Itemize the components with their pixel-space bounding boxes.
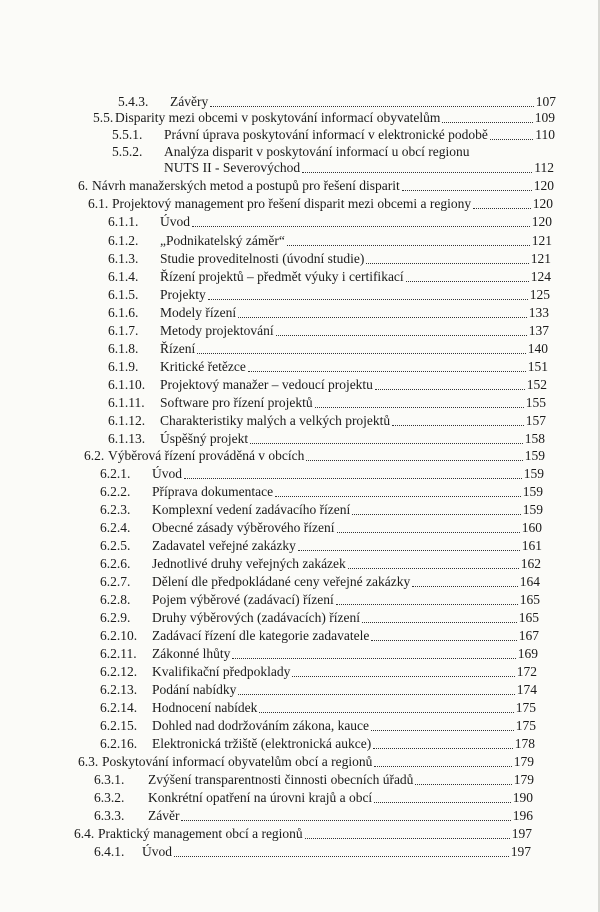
toc-entry-title: Projektový manažer – vedoucí projektu [160,377,373,392]
toc-entry[interactable] [94,806,533,824]
toc-entry-title: Zákonné lhůty [152,646,231,661]
toc-entry-page-number: 120 [531,214,552,229]
toc-entry-title: Zvýšení transparentnosti činnosti obecních úřadů [148,772,414,787]
toc-entry-page-number: 121 [530,251,551,266]
toc-entry-number: 6.1.9. [108,359,139,374]
toc-entry[interactable] [112,125,555,143]
toc-entry-page-number: 110 [535,127,555,142]
toc-entry-title: Dohled nad dodržováním zákona, kauce [152,718,370,733]
toc-entry[interactable] [108,357,548,375]
toc-entry[interactable] [108,339,548,357]
toc-entry[interactable] [108,411,546,429]
dot-leader [302,171,532,173]
toc-entry-title: Modely řízení [160,305,237,320]
dot-leader [306,459,522,461]
toc-entry-page-number: 190 [512,790,533,805]
toc-entry-title: Závěr [148,808,180,823]
toc-entry[interactable] [108,393,546,411]
dot-leader [490,138,533,140]
dot-leader [392,424,524,426]
toc-entry-number: 6.2.7. [100,574,131,589]
toc-entry[interactable] [74,824,532,842]
toc-entry-title-continuation: NUTS II - Severovýchod [164,160,301,175]
toc-entry-number: 6.1.13. [108,431,146,446]
dot-leader [208,298,528,300]
toc-entry[interactable] [93,108,555,126]
toc-entry-title: Praktický management obcí a regionů [98,826,303,841]
dot-leader [298,549,520,551]
toc-entry[interactable] [100,608,539,626]
toc-entry[interactable] [108,321,549,339]
toc-entry-title: Disparity mezi obcemi v poskytování informací obyvatelům [115,110,441,125]
dot-leader [337,531,520,533]
dot-leader [373,747,512,749]
toc-entry-page-number: 121 [531,233,552,248]
toc-entry-title: Pojem výběrové (zadávací) řízení [152,592,334,607]
toc-entry-number: 6.2.12. [100,664,138,679]
toc-entry-page-number: 167 [518,628,539,643]
dot-leader [250,442,523,444]
toc-entry-continuation[interactable] [164,158,554,176]
toc-entry-page-number: 120 [532,196,553,211]
toc-entry-title: Projektový management pro řešení disparit mezi obcemi a regiony [112,196,472,211]
dot-leader [238,316,527,318]
dot-leader [415,783,511,785]
toc-entry-page-number: 172 [516,664,537,679]
dot-leader [181,819,510,821]
toc-entry-title: Úvod [160,214,190,229]
toc-entry-number: 6.1.6. [108,305,139,320]
toc-entry-page-number: 152 [526,377,547,392]
toc-entry-number: 6.1.10. [108,377,146,392]
toc-entry-number: 6.2.6. [100,556,131,571]
toc-entry-page-number: 159 [522,484,543,499]
dot-leader [238,693,514,695]
toc-entry[interactable] [100,698,536,716]
dot-leader [259,711,513,713]
toc-entry-page-number: 174 [516,682,537,697]
toc-entry-page-number: 164 [519,574,540,589]
dot-leader [315,406,524,408]
toc-entry-title: Obecné zásady výběrového řízení [152,520,335,535]
dot-leader [375,388,525,390]
toc-entry[interactable] [108,267,551,285]
toc-entry-page-number: 197 [511,826,532,841]
toc-entry-number: 6.2.5. [100,538,131,553]
dot-leader [232,657,515,659]
toc-entry-title: Závěry [170,94,209,109]
toc-entry-page-number: 160 [521,520,542,535]
toc-entry-page-number: 197 [510,844,531,859]
toc-entry-number: 6.4. [74,826,95,841]
toc-entry-title: Zadavatel veřejné zakázky [152,538,296,553]
toc-entry-page-number: 109 [534,110,555,125]
toc-entry-title: „Podnikatelský záměr“ [160,233,285,248]
toc-entry[interactable] [78,752,534,770]
dot-leader [276,334,527,336]
toc-entry-title: Zadávací řízení dle kategorie zadavatele [152,628,370,643]
toc-entry[interactable] [78,176,554,194]
toc-entry-title: Kvalifikační předpoklady [152,664,291,679]
toc-entry-title: Projekty [160,287,206,302]
toc-entry[interactable] [94,788,533,806]
toc-entry-title: Příprava dokumentace [152,484,274,499]
toc-entry-number: 6.2.9. [100,610,131,625]
toc-entry[interactable] [100,644,538,662]
toc-entry[interactable] [100,500,543,518]
toc-entry-number: 6.2. [84,448,105,463]
toc-entry-number: 6.1.11. [108,395,145,410]
toc-entry[interactable] [108,429,545,447]
toc-entry-page-number: 196 [512,808,533,823]
toc-entry[interactable] [100,680,537,698]
toc-entry[interactable] [94,770,534,788]
toc-entry-number: 6.3.1. [94,772,125,787]
toc-entry-title: Studie proveditelnosti (úvodní studie) [160,251,365,266]
toc-entry-number: 6.3. [78,754,99,769]
toc-entry-page-number: 178 [514,736,535,751]
toc-entry-title: Jednotlivé druhy veřejných zakázek [152,556,346,571]
toc-entry-number: 6.1.3. [108,251,139,266]
dot-leader [442,121,532,123]
toc-entry[interactable] [108,375,547,393]
toc-entry-title: Právní úprava poskytování informací v elektronické podobě [164,127,488,142]
dot-leader [287,244,530,246]
dot-leader [374,801,511,803]
toc-entry-number: 6.1.8. [108,341,139,356]
toc-entry-number: 6.2.4. [100,520,131,535]
toc-entry-page-number: 158 [524,431,545,446]
toc-entry-number: 6. [78,178,89,193]
toc-entry-number: 5.5.1. [112,127,143,142]
toc-entry[interactable] [100,626,539,644]
toc-entry[interactable] [88,194,553,212]
toc-entry-number: 6.2.3. [100,502,131,517]
toc-entry-number: 5.4.3. [118,94,149,109]
toc-entry-number: 6.1.12. [108,413,146,428]
toc-entry-title: Řízení projektů – předmět výuky i certifikací [160,269,404,284]
dot-leader [352,513,520,515]
toc-entry-number: 6.2.13. [100,682,138,697]
dot-leader [275,495,521,497]
toc-entry-page-number: 175 [515,700,536,715]
dot-leader [366,262,528,264]
toc-entry-page-number: 179 [513,772,534,787]
toc-entry-page-number: 140 [527,341,548,356]
toc-entry-page-number: 165 [519,592,540,607]
dot-leader [412,585,518,587]
dot-leader [402,189,532,191]
toc-entry-page-number: 155 [525,395,546,410]
toc-entry-page-number: 169 [517,646,538,661]
toc-entry-number: 6.2.2. [100,484,131,499]
toc-entry[interactable] [100,482,543,500]
toc-entry-number: 5.5.2. [112,144,143,159]
dot-leader [192,225,530,227]
toc-entry-title: Dělení dle předpokládané ceny veřejné zakázky [152,574,411,589]
toc-entry-title: Analýza disparit v poskytování informací u obcí regionu [164,144,470,159]
dot-leader [292,675,514,677]
dot-leader [348,567,519,569]
toc-entry-page-number: 157 [525,413,546,428]
toc-entry-number: 6.1.7. [108,323,139,338]
toc-entry-number: 6.2.14. [100,700,138,715]
toc-entry[interactable] [84,446,545,464]
dot-leader [174,855,509,857]
toc-entry-number: 6.2.8. [100,592,131,607]
dot-leader [210,105,534,107]
toc-entry[interactable] [108,231,552,249]
toc-entry-title: Druhy výběrových (zadávacích) řízení [152,610,361,625]
toc-entry-page-number: 125 [529,287,550,302]
toc-entry-title: Úvod [152,466,182,481]
toc-entry[interactable] [100,572,540,590]
toc-entry-page-number: 162 [520,556,541,571]
toc-entry[interactable] [108,303,549,321]
toc-entry-number: 6.2.11. [100,646,137,661]
toc-entry-title: Poskytování informací obyvatelům obcí a regionů [102,754,373,769]
dot-leader [184,477,522,479]
toc-entry-page-number: 107 [535,94,556,109]
toc-entry-page-number: 159 [524,448,545,463]
toc-entry-page-number: 175 [515,718,536,733]
toc-entry-number: 6.1.5. [108,287,139,302]
dot-leader [305,837,510,839]
dot-leader [374,765,511,767]
toc-entry-title: Návrh manažerských metod a postupů pro řešení disparit [92,178,400,193]
toc-entry-number: 6.1.1. [108,214,139,229]
toc-entry-title: Hodnocení nabídek [152,700,258,715]
toc-entry[interactable] [108,285,550,303]
toc-entry-title: Kritické řetězce [160,359,246,374]
toc-entry[interactable] [94,842,531,860]
dot-leader [473,207,531,209]
toc-entry-number: 6.2.1. [100,466,131,481]
dot-leader [362,621,517,623]
toc-entry-page-number: 159 [522,502,543,517]
dot-leader [336,603,518,605]
toc-entry-number: 6.2.16. [100,736,138,751]
toc-entry-title: Metody projektování [160,323,274,338]
toc-entry-title: Podání nabídky [152,682,237,697]
dot-leader [197,352,526,354]
toc-entry[interactable] [100,536,542,554]
toc-entry-number: 6.4.1. [94,844,125,859]
toc-entry-number: 6.2.15. [100,718,138,733]
toc-entry-page-number: 120 [533,178,554,193]
toc-entry-title: Charakteristiky malých a velkých projektů [160,413,391,428]
toc-entry-page-number: 137 [528,323,549,338]
dot-leader [371,729,514,731]
toc-entry-number: 5.5. [93,110,114,125]
toc-entry-number: 6.1. [88,196,109,211]
toc-entry-title: Elektronická tržiště (elektronická aukce) [152,736,372,751]
toc-entry-title: Software pro řízení projektů [160,395,313,410]
toc-entry[interactable] [108,212,552,230]
toc-entry[interactable] [100,590,540,608]
dot-leader [248,370,526,372]
toc-entry-title: Úspěšný projekt [160,431,249,446]
toc-entry-page-number: 112 [534,160,554,175]
toc-entry-number: 6.3.3. [94,808,125,823]
toc-entry-title: Výběrová řízení prováděná v obcích [108,448,305,463]
toc-entry-page-number: 151 [527,359,548,374]
toc-entry-number: 6.1.2. [108,233,139,248]
toc-entry[interactable] [100,464,544,482]
toc-entry-title: Konkrétní opatření na úrovni krajů a obcí [148,790,373,805]
toc-entry[interactable] [100,518,542,536]
toc-entry-page-number: 159 [523,466,544,481]
toc-entry[interactable] [100,662,537,680]
toc-entry-title: Komplexní vedení zadávacího řízení [152,502,351,517]
toc-entry-number: 6.3.2. [94,790,125,805]
dot-leader [406,280,529,282]
toc-entry[interactable] [100,734,535,752]
toc-entry-page-number: 161 [521,538,542,553]
dot-leader [371,639,516,641]
toc-entry[interactable] [100,716,536,734]
toc-entry-number: 6.1.4. [108,269,139,284]
toc-entry-number: 6.2.10. [100,628,138,643]
toc-entry-title: Řízení [160,341,196,356]
toc-entry[interactable] [100,554,541,572]
toc-entry-title: Úvod [142,844,172,859]
toc-entry-page-number: 165 [518,610,539,625]
toc-entry[interactable] [108,249,551,267]
toc-entry-page-number: 133 [528,305,549,320]
toc-entry-page-number: 179 [513,754,534,769]
toc-entry-page-number: 124 [530,269,551,284]
